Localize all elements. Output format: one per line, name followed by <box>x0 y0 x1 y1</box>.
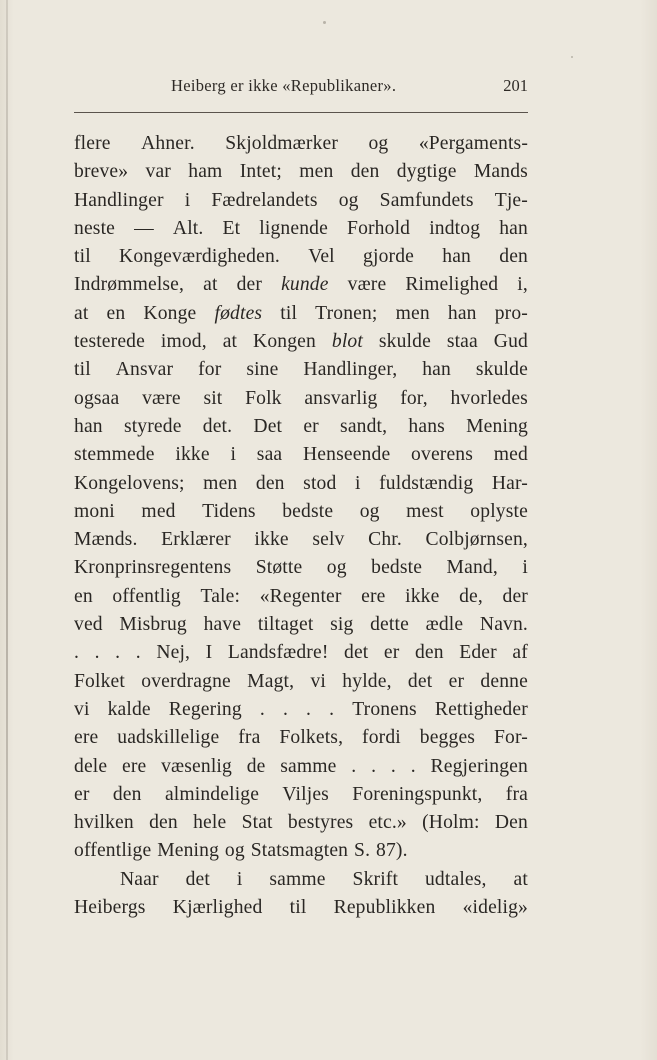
word: overdragne <box>141 670 231 692</box>
word: Magt, <box>247 670 295 692</box>
word: Colbjørnsen, <box>425 529 528 551</box>
word: oplyste <box>470 500 528 522</box>
header-rule <box>74 112 528 113</box>
paper-speck <box>323 21 326 24</box>
text-line <box>74 724 528 752</box>
word: en <box>74 585 93 607</box>
text-line <box>74 470 528 498</box>
text-line <box>74 158 528 186</box>
word: og <box>368 133 389 154</box>
word: «idelig» <box>462 897 528 919</box>
word: at <box>74 302 89 324</box>
word: bedste <box>282 500 334 522</box>
word: Erklærer <box>161 529 231 551</box>
text-line <box>74 668 528 696</box>
text-line <box>74 243 528 271</box>
word: blot <box>331 331 363 353</box>
word: i, <box>517 274 528 296</box>
word: ere <box>121 755 147 777</box>
text-line <box>74 413 528 441</box>
word: . <box>74 642 80 664</box>
word: . <box>351 755 357 777</box>
text-line <box>74 639 528 667</box>
word: Misbrug <box>119 614 187 636</box>
word: Kronprinsregentens <box>74 557 232 579</box>
word: ved <box>74 614 103 636</box>
word: dette <box>370 614 409 636</box>
word: og <box>359 500 380 522</box>
word: ogsaa <box>74 387 120 409</box>
word: en <box>106 302 126 324</box>
word: at <box>203 274 218 296</box>
text-line <box>74 583 528 611</box>
word: lignende <box>259 217 328 239</box>
word: kunde <box>281 274 329 296</box>
word: neste <box>74 217 116 239</box>
word: Tale: <box>200 585 241 607</box>
word: det <box>407 670 433 692</box>
word: sit <box>203 387 223 409</box>
word: i <box>354 472 361 494</box>
text-line <box>74 215 528 243</box>
text-line <box>74 328 528 356</box>
word: at <box>513 868 528 890</box>
word: Regering <box>168 698 242 720</box>
word: — <box>134 217 154 239</box>
word: er <box>383 642 400 664</box>
word: være <box>347 274 387 296</box>
word: ædle <box>425 614 464 636</box>
page-number: 201 <box>503 76 528 95</box>
word: Tje- <box>494 189 528 211</box>
word: Har- <box>491 472 528 494</box>
word: bedste <box>371 557 423 579</box>
word: S. <box>354 840 371 862</box>
word: er <box>74 783 90 805</box>
word: selv <box>312 529 345 551</box>
word: . <box>306 698 312 720</box>
text-line <box>74 356 528 384</box>
word: Konge <box>143 302 197 324</box>
word: hele <box>193 812 227 834</box>
word: «Regenter <box>259 585 342 607</box>
word: han <box>442 246 471 268</box>
word: begges <box>419 727 476 749</box>
word: Foreningspunkt, <box>352 783 483 805</box>
word: sandt, <box>340 415 388 437</box>
word: ham <box>188 161 223 183</box>
word: . <box>329 698 335 720</box>
text-line <box>74 837 528 865</box>
text-line <box>74 441 528 469</box>
word: der <box>502 585 528 607</box>
word: Tidens <box>202 500 256 522</box>
word: ansvarlig <box>304 387 378 409</box>
word: testerede <box>74 331 145 353</box>
word: Tronen; <box>315 302 378 324</box>
word: han <box>447 302 477 324</box>
word: . <box>259 698 265 720</box>
text-line <box>74 526 528 554</box>
word: flere <box>74 133 111 154</box>
word: Statsmagten <box>250 840 349 862</box>
word: udtales, <box>424 868 487 890</box>
word: indtog <box>429 217 481 239</box>
word: det <box>185 868 210 890</box>
word: . <box>371 755 377 777</box>
word: Det <box>253 415 283 437</box>
word: fra <box>238 727 261 749</box>
word: den <box>414 642 444 664</box>
word: i <box>522 557 528 579</box>
word: til <box>74 359 91 381</box>
word: sine <box>246 359 279 381</box>
word: hans <box>408 415 445 437</box>
word: Forhold <box>347 217 411 239</box>
word: det <box>344 642 369 664</box>
word: . <box>115 642 121 664</box>
word: Mænds. <box>74 529 138 551</box>
word: overens <box>411 444 474 466</box>
word: han <box>74 415 103 437</box>
word: men <box>299 161 334 183</box>
word: 87). <box>376 840 408 862</box>
word: er <box>448 670 465 692</box>
word: de, <box>459 585 483 607</box>
word: til <box>289 897 307 919</box>
word: og <box>224 840 245 862</box>
word: det. <box>202 415 233 437</box>
word: Republikken <box>333 897 436 919</box>
running-title: Heiberg er ikke «Republikaner». <box>171 76 397 95</box>
word: i <box>230 444 237 466</box>
word: for <box>198 359 222 381</box>
word: er <box>303 415 319 437</box>
word: ere <box>361 585 386 607</box>
word: Folkets, <box>279 727 344 749</box>
word: vi <box>74 698 90 720</box>
word: de <box>246 755 266 777</box>
word: og <box>338 189 359 211</box>
paper-speck <box>571 56 573 58</box>
text-line <box>74 554 528 582</box>
word: saa <box>256 444 283 466</box>
word: Heibergs <box>74 897 146 919</box>
word: Landsfædre! <box>227 642 329 664</box>
word: ere <box>74 727 99 749</box>
word: Skjoldmærker <box>225 133 339 154</box>
word: ikke <box>175 444 210 466</box>
word: Regjeringen <box>430 755 528 777</box>
word: Skrift <box>352 868 399 890</box>
word: gjorde <box>363 246 414 268</box>
word: Fædrelandets <box>211 189 318 211</box>
word: men <box>203 472 238 494</box>
text-line <box>74 187 528 215</box>
word: med <box>141 500 176 522</box>
word: den <box>149 812 178 834</box>
word: vi <box>310 670 327 692</box>
word: hylde, <box>342 670 392 692</box>
text-line <box>74 809 528 837</box>
word: til <box>74 246 91 268</box>
word: «Pergaments- <box>418 133 528 154</box>
word: Nej, <box>156 642 191 664</box>
word: Handlinger <box>74 189 164 211</box>
word: staa <box>446 331 478 353</box>
word: af <box>512 642 528 664</box>
word: offentlige <box>74 840 152 862</box>
word: Chr. <box>368 529 402 551</box>
word: . <box>135 642 141 664</box>
word: skulde <box>475 359 528 381</box>
word: til <box>280 302 298 324</box>
word: almindelige <box>164 783 260 805</box>
word: at <box>222 331 238 353</box>
text-line <box>74 696 528 724</box>
word: Kjærlighed <box>172 897 263 919</box>
word: styrede <box>123 415 182 437</box>
word: Ansvar <box>115 359 174 381</box>
word: denne <box>480 670 528 692</box>
word: fødtes <box>214 302 263 324</box>
word: Vel <box>308 246 335 268</box>
word: samme <box>280 755 337 777</box>
word: i <box>184 189 191 211</box>
word: bestyres <box>287 812 354 834</box>
word: Gud <box>493 331 528 353</box>
word: for, <box>400 387 428 409</box>
word: Samfundets <box>379 189 474 211</box>
word: ikke <box>405 585 440 607</box>
word: i <box>236 868 243 890</box>
word: . <box>282 698 289 720</box>
word: Henseende <box>303 444 391 466</box>
word: . <box>390 755 396 777</box>
text-line <box>74 753 528 781</box>
word: Rettigheder <box>434 698 528 720</box>
word: dele <box>74 755 108 777</box>
word: have <box>203 614 242 636</box>
word: fuldstændig <box>379 472 474 494</box>
word: uadskillelige <box>117 727 220 749</box>
word: Mands <box>473 161 528 183</box>
word: Folk <box>245 387 282 409</box>
word: ikke <box>254 529 289 551</box>
word: han <box>422 359 451 381</box>
text-line <box>74 385 528 413</box>
word: fra <box>505 783 528 805</box>
word: Et <box>222 217 241 239</box>
word: hvilken <box>74 812 134 834</box>
word: Ahner. <box>141 133 195 154</box>
word: hvorledes <box>450 387 528 409</box>
word: Rimelighed <box>405 274 499 296</box>
word: Mening <box>466 415 528 437</box>
word: Intet; <box>239 161 282 183</box>
word: fordi <box>362 727 401 749</box>
word: han <box>499 217 528 239</box>
word: moni <box>74 500 115 522</box>
word: Naar <box>120 868 159 890</box>
word: samme <box>269 868 326 890</box>
word: Støtte <box>255 557 303 579</box>
word: stemmede <box>74 444 155 466</box>
word: Mand, <box>446 557 498 579</box>
word: den <box>255 472 285 494</box>
word: . <box>410 755 416 777</box>
word: Kongen <box>253 331 316 353</box>
word: etc.» <box>368 812 407 834</box>
word: Kongeværdigheden. <box>119 246 280 268</box>
word: Kongelovens; <box>74 472 185 494</box>
word: pro- <box>494 302 528 324</box>
word: Den <box>494 812 528 834</box>
text-line <box>74 866 528 894</box>
word: kalde <box>107 698 151 720</box>
word: Eder <box>459 642 497 664</box>
word: Viljes <box>282 783 329 805</box>
word: den <box>499 246 528 268</box>
word: den <box>350 161 380 183</box>
word: offentlig <box>112 585 181 607</box>
word: Tronens <box>352 698 417 720</box>
word: breve» <box>74 161 129 183</box>
word: . <box>94 642 100 664</box>
word: og <box>326 557 347 579</box>
word: dygtige <box>396 161 457 183</box>
word: imod, <box>160 331 207 353</box>
text-line <box>74 130 528 158</box>
text-line <box>74 271 528 299</box>
text-line <box>74 611 528 639</box>
body-text <box>74 130 528 922</box>
word: skulde <box>378 331 431 353</box>
word: men <box>395 302 430 324</box>
word: For- <box>493 727 528 749</box>
word: tiltaget <box>257 614 314 636</box>
text-line <box>74 300 528 328</box>
word: Stat <box>241 812 273 834</box>
word: med <box>493 444 528 466</box>
word: I <box>205 642 213 664</box>
word: Navn. <box>479 614 528 636</box>
word: Handlinger, <box>303 359 398 381</box>
page-header <box>74 76 528 104</box>
word: mest <box>406 500 444 522</box>
word: Alt. <box>172 217 204 239</box>
word: (Holm: <box>422 812 480 834</box>
text-line <box>74 894 528 922</box>
word: var <box>145 161 171 183</box>
word: Mening <box>157 840 220 862</box>
word: der <box>236 274 263 296</box>
word: Folket <box>74 670 125 692</box>
text-line <box>74 498 528 526</box>
text-line <box>74 781 528 809</box>
word: den <box>112 783 142 805</box>
page-binding-edge <box>6 0 8 1060</box>
word: sig <box>330 614 354 636</box>
word: stod <box>303 472 337 494</box>
word: være <box>142 387 181 409</box>
word: væsenlig <box>161 755 232 777</box>
word: Indrømmelse, <box>74 274 185 296</box>
